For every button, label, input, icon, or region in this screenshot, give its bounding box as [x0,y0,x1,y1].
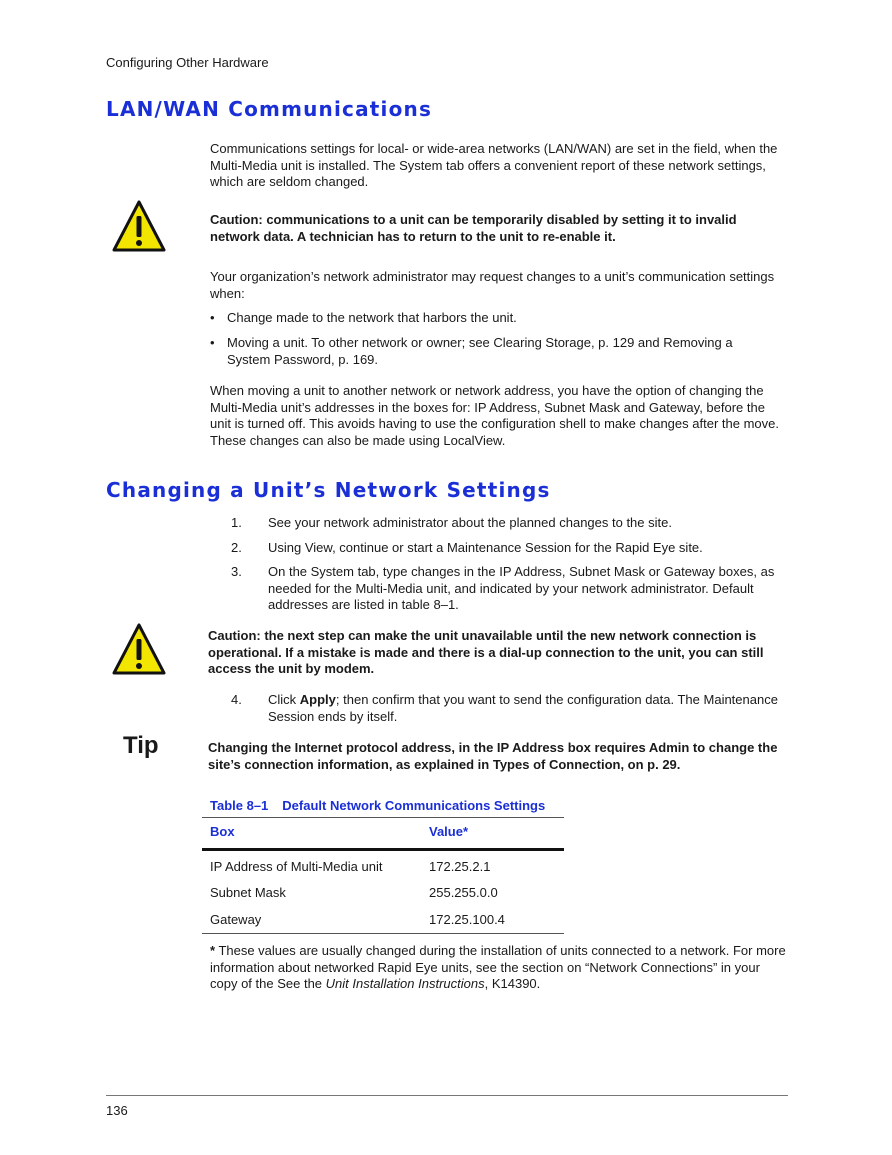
table-number: Table 8–1 [210,798,269,813]
settings-table [202,817,564,934]
table-header-row [202,818,564,850]
table-cell: 172.25.2.1 [429,858,491,874]
column-header-box: Box [202,818,421,850]
table-row [202,849,564,880]
tip-text: Changing the Internet protocol address, in the IP Address box requires Admin to change the site’s connection information, as explained in Types of Connection, on p. 29. [208,740,778,772]
footer-divider [106,1095,788,1096]
running-head: Configuring Other Hardware [106,55,269,70]
table-cell: Gateway [202,907,421,934]
footnote-italic: Unit Installation Instructions [325,976,485,991]
table-footnote [210,943,786,993]
table-row [202,907,564,934]
lead-paragraph: Your organization’s network administrator may request changes to a unit’s communication settings when: [210,269,775,301]
caution-icon [112,623,166,675]
closing-paragraph: When moving a unit to another network or network address, you have the option of changing the Multi-Media unit’s addresses in the boxes for: IP Address, Subnet Mask and Gateway, before the unit is turned off. This avoids having to use the configuration shell to make changes after the move. These changes can also be made using LocalView. [210,383,779,448]
step-number: 4. [231,692,242,707]
caution-icon [112,200,166,252]
step-text-pre: Click [268,692,300,707]
bullet-dot: • [210,335,215,350]
table-row [202,880,564,907]
footnote-text: These values are usually changed during the installation of units connected to a network. For more information about networked Rapid Eye units, see the section on “Network Connections” in your copy of the See the [210,943,786,991]
step-text [268,692,790,725]
step-number: 1. [231,515,242,530]
caution-text-1: Caution: communications to a unit can be temporarily disabled by setting it to invalid network data. A technician has to return to the unit to re-enable it. [210,212,737,244]
table-title: Default Network Communications Settings [282,798,546,813]
footnote-end: , K14390. [484,976,541,991]
bullet-text: Moving a unit. To other network or owner; see Clearing Storage, p. 129 and Removing a System Password, p. 169. [227,335,733,367]
table-cell: 255.255.0.0 [429,885,498,900]
step-text: See your network administrator about the planned changes to the site. [268,515,672,530]
step-number: 2. [231,540,242,555]
intro-paragraph: Communications settings for local- or wide-area networks (LAN/WAN) are set in the field, when the Multi-Media unit is installed. The System tab offers a convenient report of these network settings, which are seldom changed. [210,141,778,189]
table-caption [210,798,545,815]
caution-text-2: Caution: the next step can make the unit unavailable until the new network connection is operational. If a mistake is made and there is a dial-up connection to the unit, you can still access the unit by modem. [208,628,764,676]
bullet-dot: • [210,310,215,325]
page-number: 136 [106,1103,128,1118]
step-text: On the System tab, type changes in the IP Address, Subnet Mask or Gateway boxes, as needed for the Multi-Media unit, and indicated by your network administrator. Default addresses are listed in table 8–1. [268,564,775,612]
table-cell: IP Address of Multi-Media unit [210,858,383,874]
section-title-lan-wan: LAN/WAN Communications [106,97,433,121]
step-text-post: ; then confirm that you want to send the configuration data. The Maintenance Session ends by itself. [268,692,778,724]
apply-term: Apply [299,692,336,707]
bullet-text: Change made to the network that harbors the unit. [227,310,517,325]
section-title-network-settings: Changing a Unit’s Network Settings [106,478,551,502]
tip-label: Tip [123,732,159,759]
table-cell: Subnet Mask [210,885,286,900]
step-number: 3. [231,564,242,579]
column-header-value: Value* [421,818,564,850]
step-text: Using View, continue or start a Maintenance Session for the Rapid Eye site. [268,540,703,555]
table-cell: 172.25.100.4 [421,907,564,934]
footnote-star: * [210,943,216,958]
